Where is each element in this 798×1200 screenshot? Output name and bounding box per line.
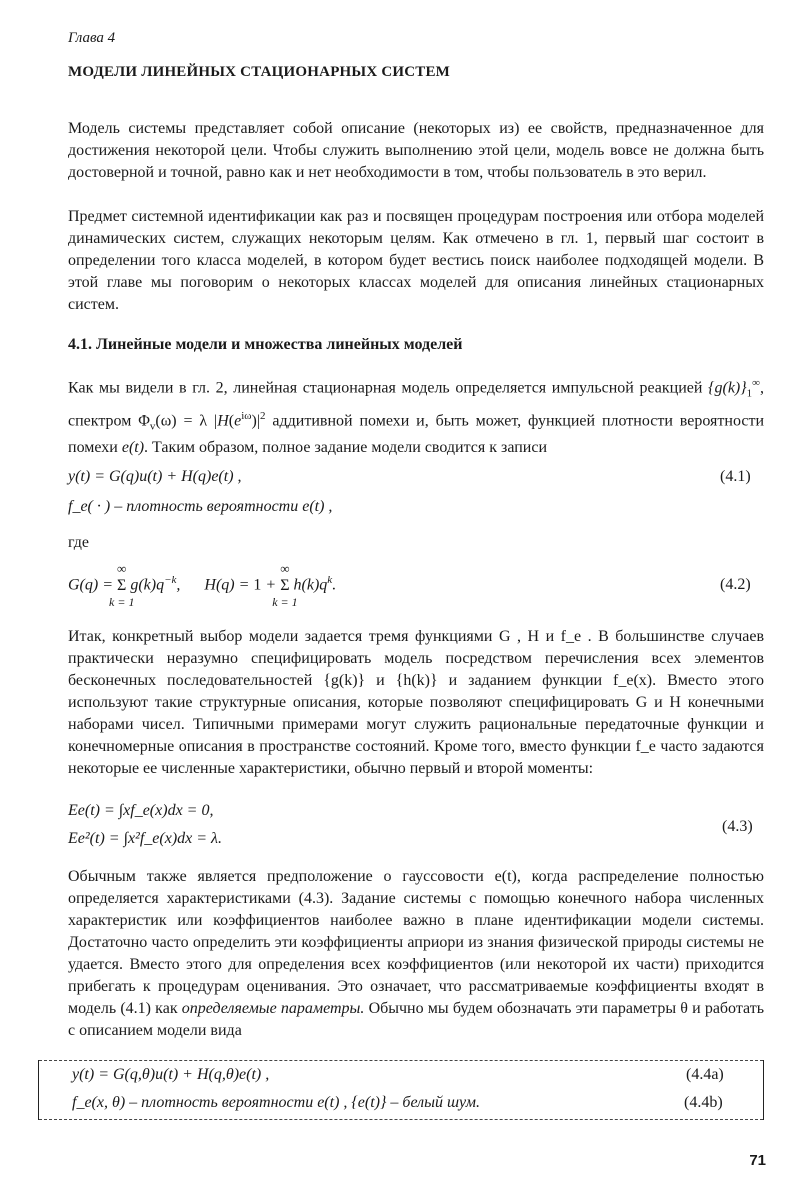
equation-4-3b: Ee²(t) = ∫x²f_e(x)dx = λ. bbox=[68, 830, 222, 847]
box-top-rule bbox=[39, 1060, 763, 1061]
equation-4-4b: f_e(x, θ) – плотность вероятности e(t) , {e(t)} – белый шум. bbox=[72, 1094, 480, 1111]
equation-4-1: y(t) = G(q)u(t) + H(q)e(t) , bbox=[68, 468, 242, 485]
box-bottom-rule bbox=[39, 1119, 763, 1120]
chapter-title: МОДЕЛИ ЛИНЕЙНЫХ СТАЦИОНАРНЫХ СИСТЕМ bbox=[68, 64, 451, 80]
where-label: где bbox=[68, 534, 90, 551]
equation-4-2-number: (4.2) bbox=[720, 576, 751, 593]
section-paragraph-2: Итак, конкретный выбор модели задается тремя функциями G , H и f_e . В большинстве случаев практически неразумно специфицировать модель посредством перечисления всех элементов бесконечных последовательностей {g(k)} и {h(k)} и заданием функции f_e(x). Вместо этого используют такие структурные описания, которые позволяют специфицировать G и H конечными наборами чисел. Типичными примерами могут служить рациональные передаточные функции и конечномерные описания в пространстве состояний. Кроме того, вместо функции f_e часто задаются некоторые ее численные характеристики, обычно первый и второй моменты: bbox=[68, 628, 764, 777]
section-heading: 4.1. Линейные модели и множества линейных моделей bbox=[68, 336, 463, 353]
equation-4-2: G(q) = ∞ Σ k = 1 $g(k)q^{-k}$, H(q) = 1 + ∞ Σ k = 1 $h(k)q^k$. bbox=[68, 560, 337, 609]
equation-4-3a: Ee(t) = ∫xf_e(x)dx = 0, bbox=[68, 802, 214, 819]
section-paragraph-1: Как мы видели в гл. 2, линейная стационарная модель определяется импульсной реакцией $\{g(k)\}_1^\infty$, спектром $\Phi_v(\omega) = \lambda$ $|H(e^{i\omega})|^2$ аддитивной помехи и, быть может, функцией плотности вероятности помехи e(t). Таким образом, полное задание модели сводится к записи bbox=[68, 377, 765, 457]
equation-4-4a-number: (4.4a) bbox=[686, 1066, 724, 1083]
equation-4-1-density: f_e( · ) – плотность вероятности e(t) , bbox=[68, 498, 333, 515]
page-number: 71 bbox=[749, 1152, 766, 1169]
chapter-label: Глава 4 bbox=[68, 30, 116, 46]
sum-symbol-g: ∞ Σ k = 1 bbox=[109, 560, 135, 609]
intro-paragraph-2: Предмет системной идентификации как раз и посвящен процедурам построения или отбора моделей динамических систем, служащих некоторым целям. Как отмечено в гл. 1, первый шаг состоит в определении того класса моделей, в котором будет вестись поиск наиболее подходящей модели. В этой главе мы поговорим о некоторых классах моделей для описания линейных стационарных систем. bbox=[68, 208, 764, 313]
equation-4-1-number: (4.1) bbox=[720, 468, 751, 485]
equation-4-3-number: (4.3) bbox=[722, 818, 753, 835]
equation-4-4a: y(t) = G(q,θ)u(t) + H(q,θ)e(t) , bbox=[72, 1066, 270, 1083]
sum-symbol-h: ∞ Σ k = 1 bbox=[272, 560, 298, 609]
section-paragraph-3: Обычным также является предположение о гауссовости e(t), когда распределение полностью определяется характеристиками (4.3). Задание системы с помощью конечного набора численных характеристик или коэффициентов наиболее важно в плане идентификации модели системы. Достаточно часто определить эти коэффициенты априори из знания физической природы системы не удается. Вместо этого для определения всех коэффициентов (или некоторой их части) приходится прибегать к процедурам оценивания. Это означает, что рассматриваемые коэффициенты входят в модель (4.1) как определяемые параметры. Обычно мы будем обозначать эти параметры θ и работать с описанием модели вида bbox=[68, 868, 765, 1039]
intro-paragraph-1: Модель системы представляет собой описание (некоторых из) ее свойств, предназначенное для достижения некоторой цели. Чтобы служить выполнению этой цели, модель вовсе не должна быть достоверной и точной, равно как и нет необходимости в том, чтобы пользователь в это верил. bbox=[68, 120, 764, 181]
equation-4-4b-number: (4.4b) bbox=[684, 1094, 723, 1111]
